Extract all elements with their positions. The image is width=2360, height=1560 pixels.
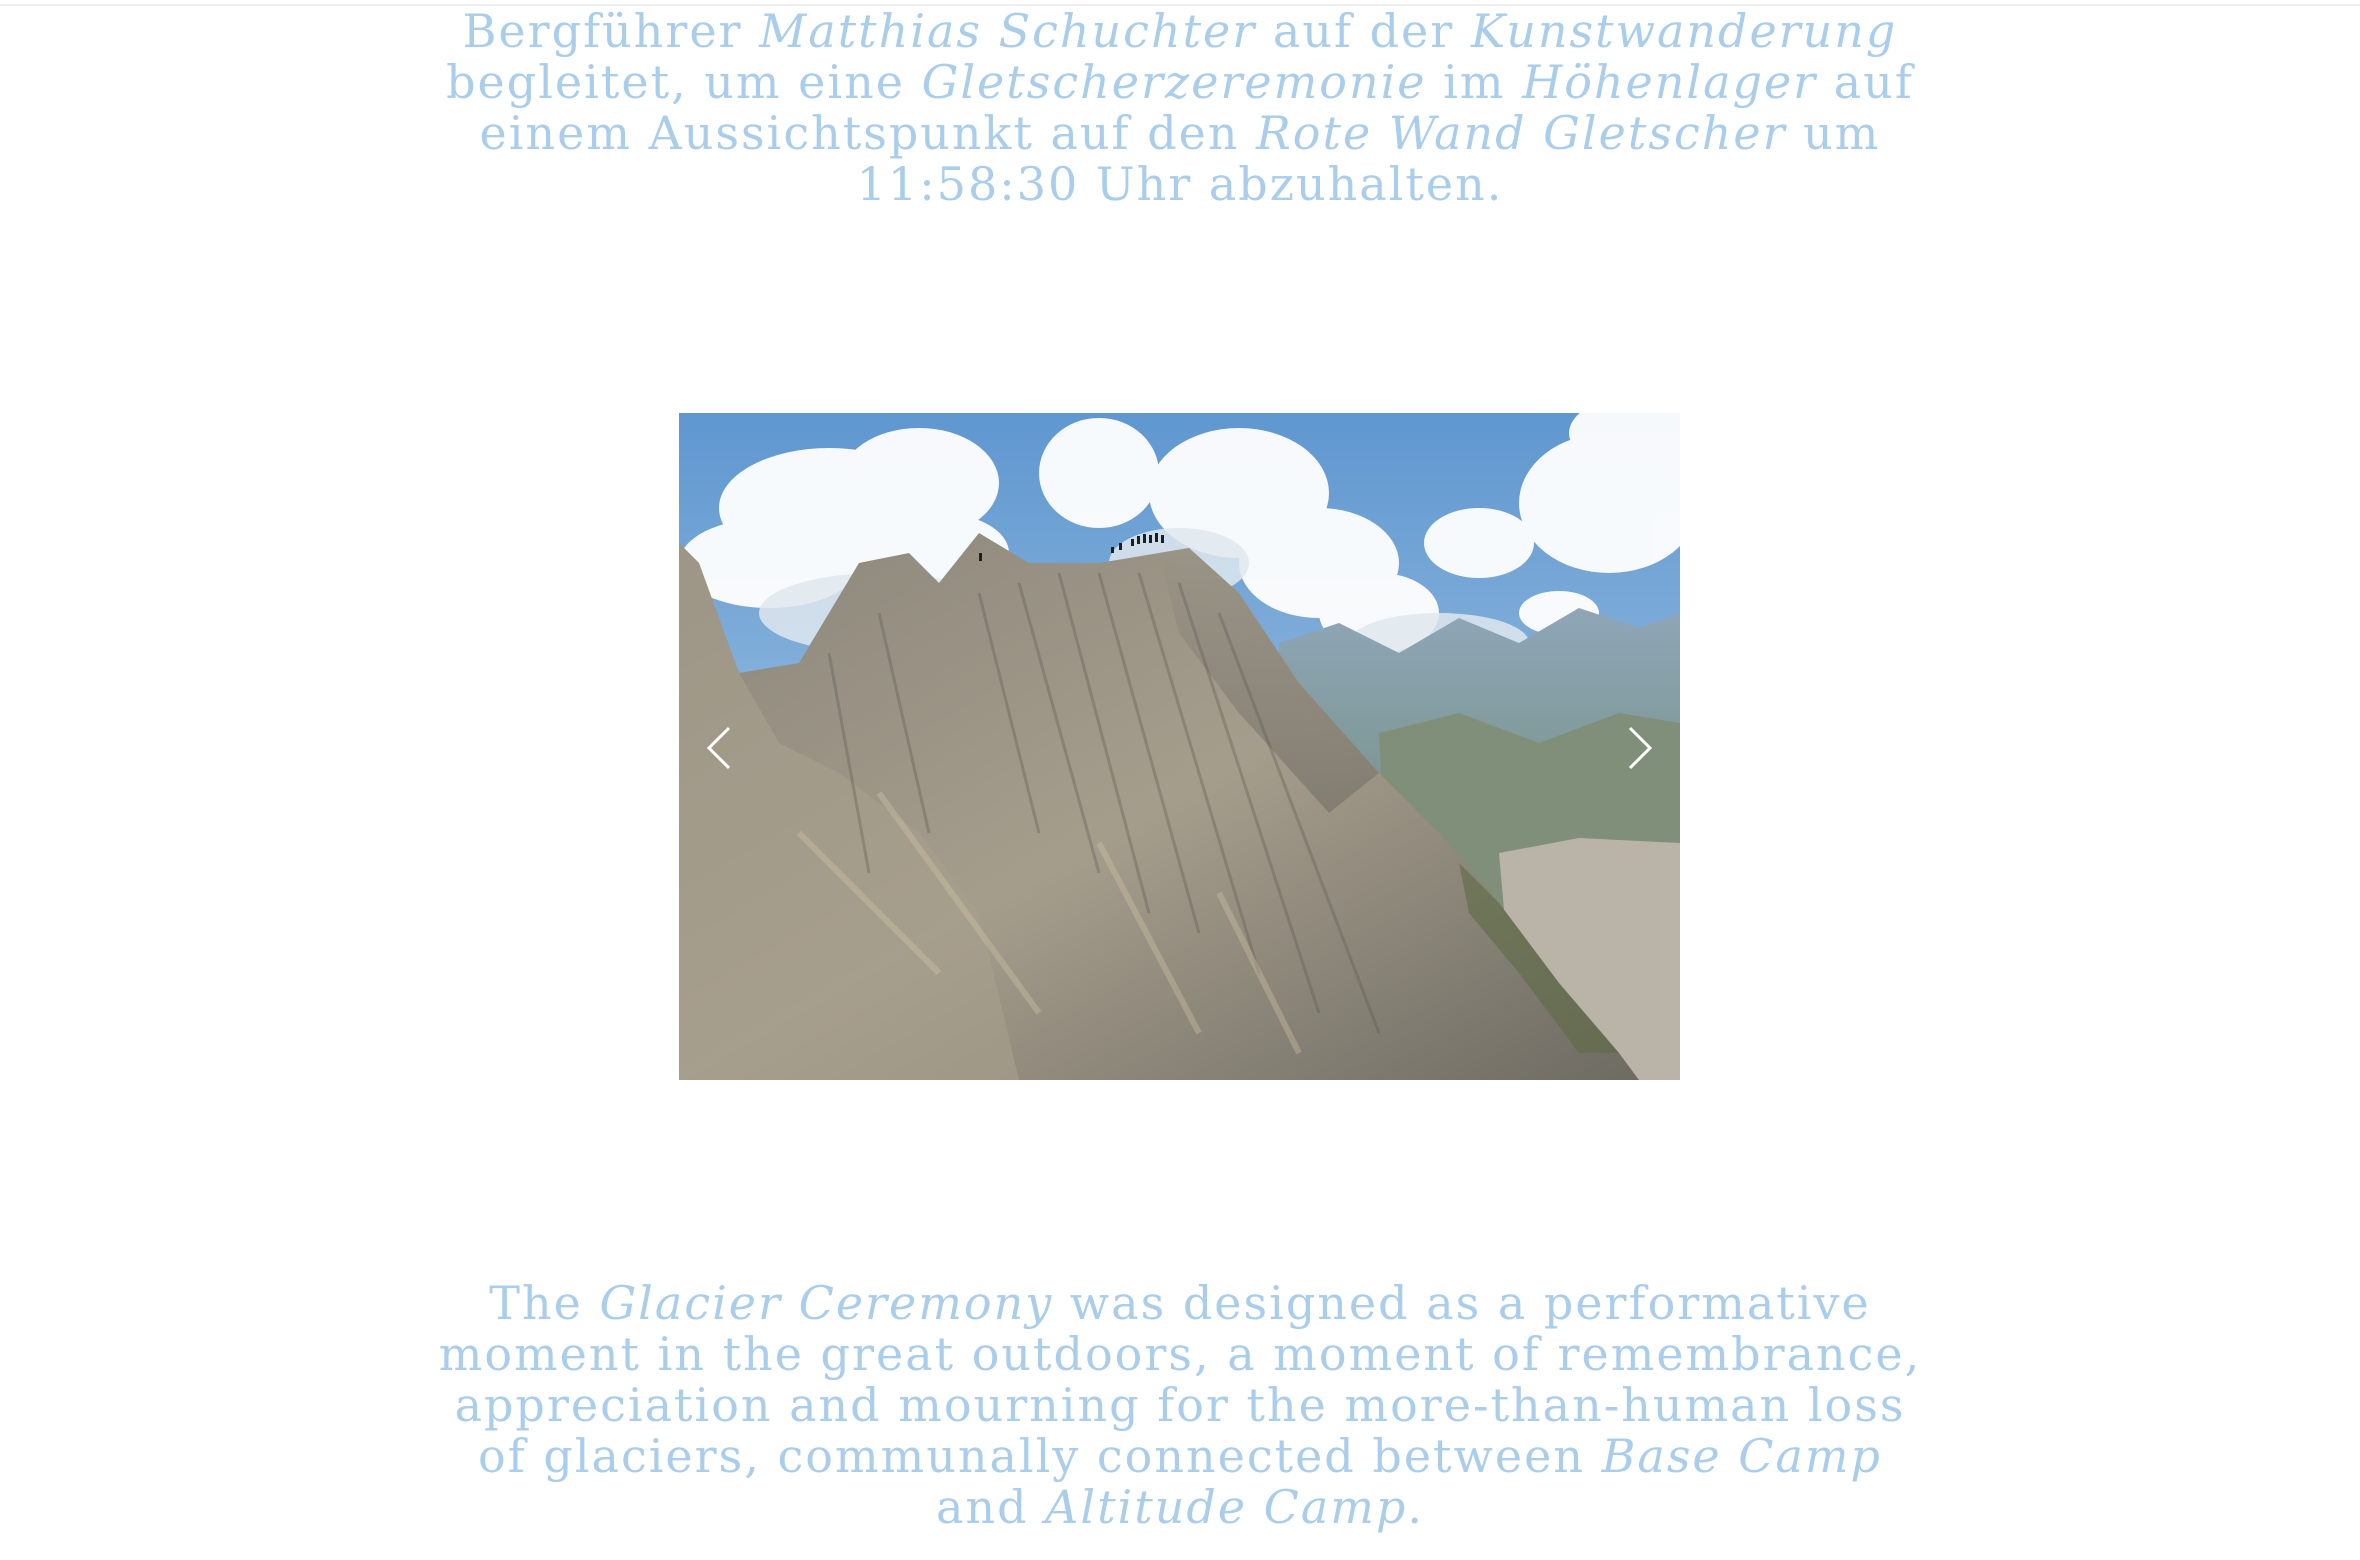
event-name: Kunstwanderung <box>1470 4 1898 58</box>
ceremony-text-segment: was designed as a performative moment in the great outdoors, a moment of remembrance, appreciation and mourning for the more-than-human loss of glaciers, communally connected between <box>438 1276 1922 1483</box>
glacier-name: Rote Wand Gletscher <box>1256 106 1787 160</box>
next-slide-button[interactable] <box>1608 718 1668 778</box>
intro-text-segment: um 11:58:30 Uhr abzuhalten. <box>856 106 1881 211</box>
previous-slide-button[interactable] <box>691 718 751 778</box>
intro-text-segment: Bergführer <box>462 4 760 58</box>
intro-text-segment: auf der <box>1256 4 1471 58</box>
base-camp-name: Base Camp <box>1601 1429 1882 1483</box>
chevron-right-icon <box>1608 718 1668 778</box>
chevron-left-icon <box>691 718 751 778</box>
ceremony-text-segment: . <box>1407 1480 1424 1534</box>
ceremony-text-segment: The <box>489 1276 600 1330</box>
ceremony-paragraph <box>430 1278 1930 1533</box>
mountain-ridge-photo <box>679 413 1680 1080</box>
ceremony-name-de: Gletscherzeremonie <box>921 55 1427 109</box>
ceremony-title: Glacier Ceremony <box>599 1276 1054 1330</box>
intro-text-segment: auf einem Aussichtspunkt auf den <box>479 55 1914 160</box>
intro-paragraph <box>430 6 1930 210</box>
altitude-camp-name: Altitude Camp <box>1045 1480 1408 1534</box>
image-slideshow[interactable] <box>679 413 1680 1080</box>
guide-name: Matthias Schuchter <box>759 4 1257 58</box>
intro-text-segment: begleitet, um eine <box>446 55 922 109</box>
camp-name: Höhenlager <box>1522 55 1818 109</box>
ceremony-text-segment: and <box>936 1480 1046 1534</box>
intro-text-segment: im <box>1426 55 1523 109</box>
